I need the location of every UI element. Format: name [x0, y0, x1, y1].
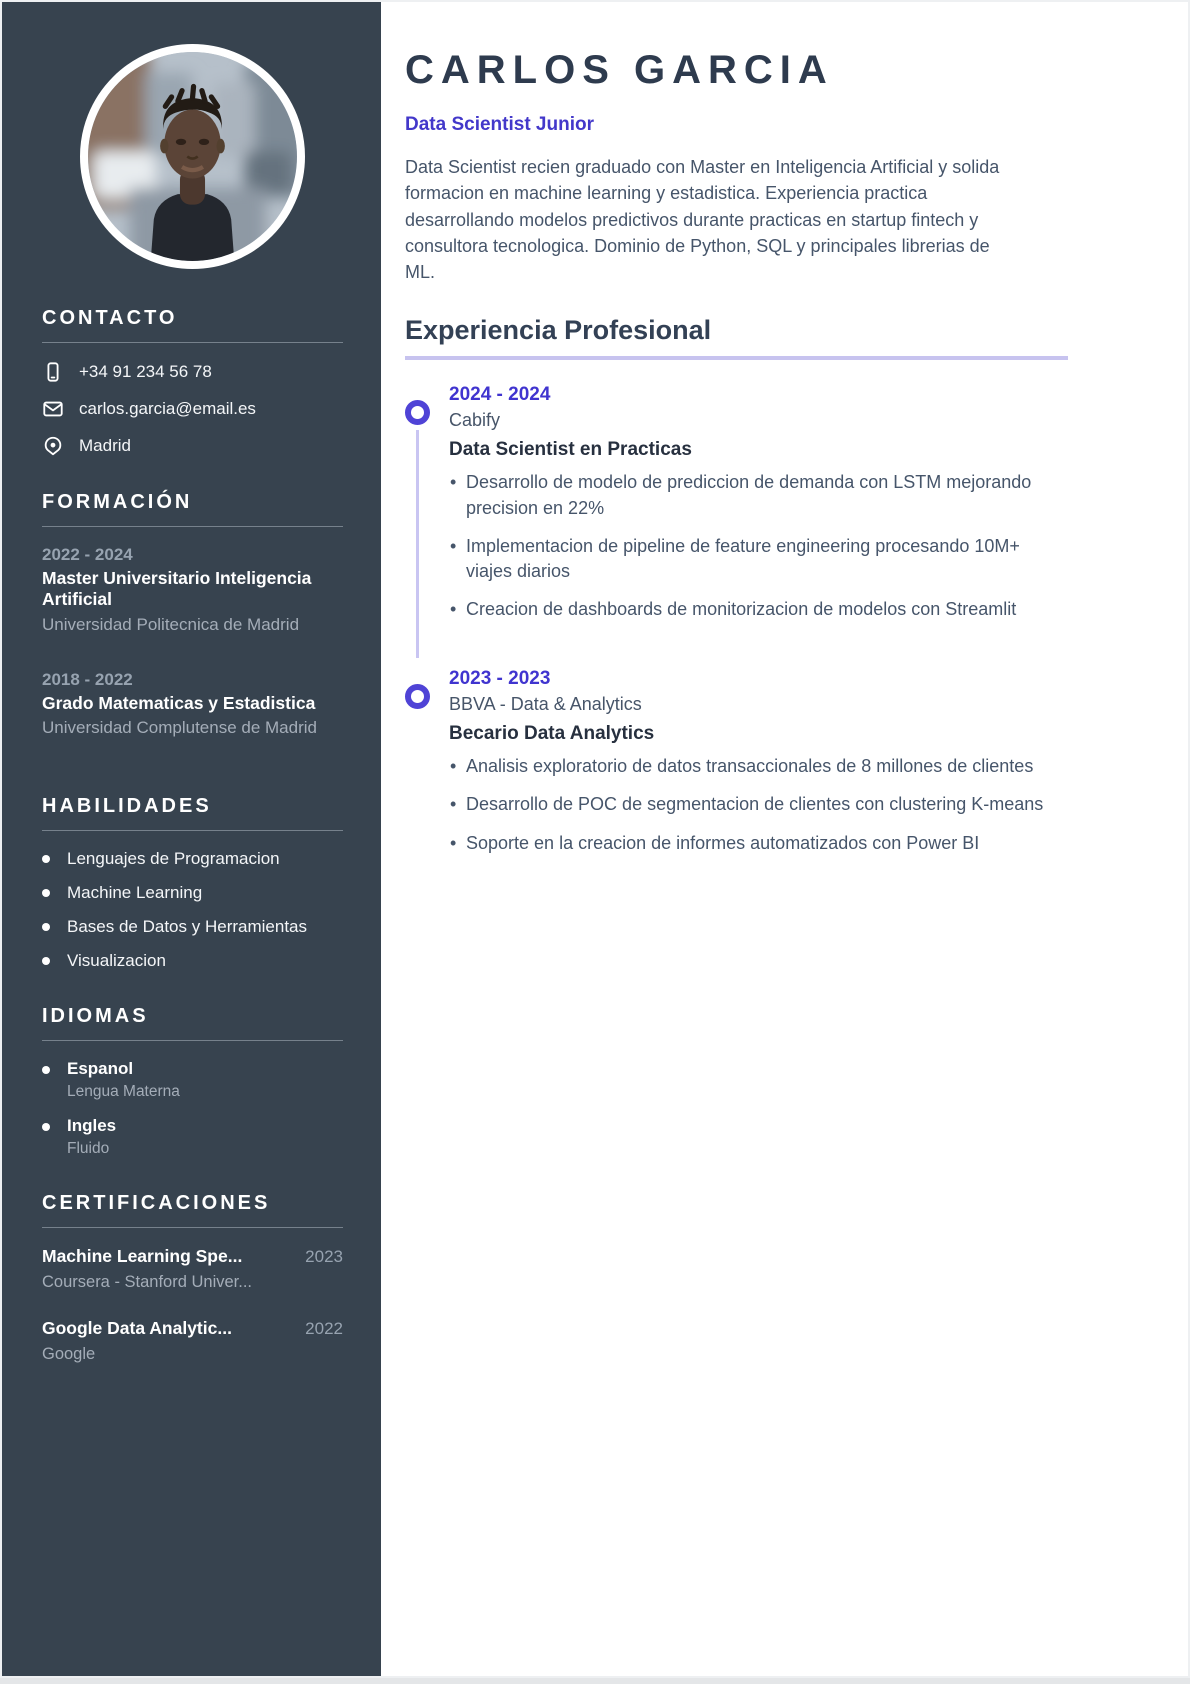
experience-section-title: Experiencia Profesional [405, 315, 712, 346]
sidebar [2, 2, 381, 1676]
bullet-dot-icon [42, 957, 50, 965]
experience-bullet-list [449, 754, 1065, 856]
education-item [42, 670, 343, 739]
contact-title: CONTACTO [42, 307, 343, 343]
skill-item [42, 951, 343, 971]
experience-bullet: • Soporte en la creacion de informes automatizados con Power BI [449, 831, 1065, 856]
certification-name: Machine Learning Spe... [42, 1246, 243, 1267]
experience-entry [405, 668, 1068, 856]
phone-value[interactable]: +34 91 234 56 78 [79, 362, 212, 381]
education-school: Universidad Complutense de Madrid [42, 718, 317, 738]
main-content [381, 2, 1188, 1676]
certification-issuer: Coursera - Stanford Univer... [42, 1273, 253, 1292]
experience-bullet: • Analisis exploratorio de datos transaccionales de 8 millones de clientes [449, 754, 1065, 779]
certification-item [42, 1246, 343, 1292]
experience-role: Becario Data Analytics [449, 723, 655, 745]
language-level: Lengua Materna [67, 1083, 180, 1101]
email-value[interactable]: carlos.garcia@email.es [79, 399, 256, 418]
contact-email-row [42, 398, 343, 420]
language-name: Ingles [67, 1116, 117, 1136]
education-degree: Grado Matematicas y Estadistica [42, 692, 316, 713]
experience-bullet: • Desarrollo de POC de segmentacion de clientes con clustering K-means [449, 792, 1065, 817]
timeline-marker-icon [405, 684, 430, 709]
education-item [42, 545, 343, 636]
education-title: FORMACIÓN [42, 491, 343, 527]
experience-bullet: • Creacion de dashboards de monitorizacion de modelos con Streamlit [449, 597, 1065, 622]
education-dates: 2018 - 2022 [42, 669, 133, 689]
experience-section-rule [405, 356, 1068, 360]
education-school: Universidad Politecnica de Madrid [42, 614, 300, 634]
skill-item [42, 917, 343, 937]
education-dates: 2022 - 2024 [42, 545, 133, 564]
certifications-section [42, 1192, 343, 1364]
profile-summary: Data Scientist recien graduado con Master en Inteligencia Artificial y solida formacion en machine learning y estadistica. Experiencia practica desarrollando modelos predictivos durante practicas en startup fintech y consultora tecnologica. Dominio de Python, SQL y principales librerias de ML. [405, 157, 1000, 283]
languages-section [42, 1005, 343, 1158]
skill-label: Lenguajes de Programacion [67, 849, 280, 869]
language-item [42, 1059, 343, 1101]
skill-label: Machine Learning [67, 883, 203, 903]
location-value: Madrid [79, 436, 131, 455]
job-title: Data Scientist Junior [405, 114, 594, 135]
skill-item [42, 883, 343, 903]
skill-label: Visualizacion [67, 951, 166, 971]
avatar [80, 44, 305, 269]
timeline-marker-icon [405, 400, 430, 425]
education-degree: Master Universitario Inteligencia Artificial [42, 568, 312, 610]
certification-name: Google Data Analytic... [42, 1318, 232, 1339]
experience-bullet: • Implementacion de pipeline de feature engineering procesando 10M+ viajes diarios [449, 534, 1065, 584]
skill-item [42, 849, 343, 869]
location-pin-icon [42, 435, 64, 457]
contact-location-row [42, 435, 343, 457]
experience-entry [405, 384, 1068, 622]
certifications-title: CERTIFICACIONES [42, 1192, 343, 1228]
contact-section [42, 307, 343, 457]
bullet-dot-icon [42, 855, 50, 863]
bullet-dot-icon [42, 1123, 50, 1131]
skills-title: HABILIDADES [42, 795, 343, 831]
mail-icon [42, 398, 64, 420]
experience-bullet: • Desarrollo de modelo de prediccion de demanda con LSTM mejorando precision en 22% [449, 470, 1065, 520]
bullet-dot-icon [42, 889, 50, 897]
experience-dates: 2023 - 2023 [449, 668, 551, 690]
experience-bullet-list [449, 470, 1065, 622]
experience-dates: 2024 - 2024 [449, 384, 551, 406]
certification-item [42, 1318, 343, 1364]
bullet-dot-icon [42, 923, 50, 931]
language-level: Fluido [67, 1140, 110, 1158]
experience-role: Data Scientist en Practicas [449, 439, 692, 461]
bullet-dot-icon [42, 1066, 50, 1074]
language-item [42, 1116, 343, 1158]
skills-section [42, 795, 343, 971]
education-section [42, 491, 343, 739]
person-name: CARLOS GARCIA [405, 48, 834, 92]
language-name: Espanol [67, 1059, 134, 1079]
skill-label: Bases de Datos y Herramientas [67, 917, 307, 937]
phone-icon [42, 361, 64, 383]
experience-company: Cabify [449, 410, 501, 431]
certification-year: 2023 [305, 1247, 343, 1267]
profile-photo-illustration [88, 52, 297, 261]
certification-year: 2022 [305, 1319, 343, 1339]
experience-company: BBVA - Data & Analytics [449, 694, 642, 715]
contact-phone-row [42, 361, 343, 383]
certification-issuer: Google [42, 1345, 96, 1364]
languages-title: IDIOMAS [42, 1005, 343, 1041]
